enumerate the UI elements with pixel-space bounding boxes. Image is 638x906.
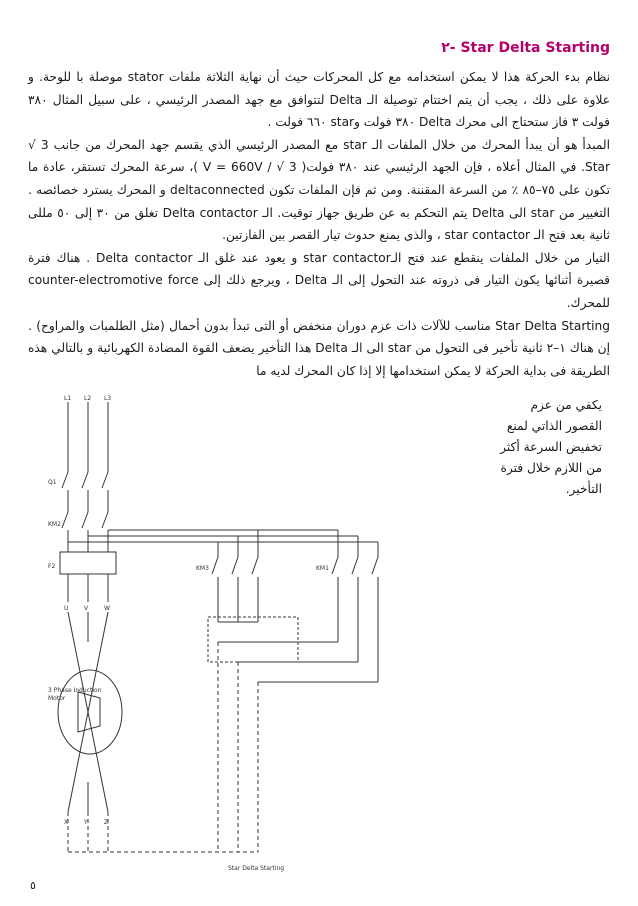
list-item: تخفيض السرعة أكثر xyxy=(500,440,602,454)
section-heading: Star Delta Starting -٢ xyxy=(441,40,610,56)
label-l1: L1 xyxy=(64,395,72,402)
diagram-caption: Star Delta Starting xyxy=(228,865,285,872)
label-v: V xyxy=(84,605,89,612)
label-x: X xyxy=(64,819,69,826)
label-y: Y xyxy=(84,819,88,826)
continuation-list xyxy=(442,395,602,500)
motor-label-line2: Motor xyxy=(48,695,66,702)
paragraph-4: Star Delta Starting مناسب للآلات ذات عزم دوران منخفض أو التى تبدأ بدون أحمال (مثل الطلمبات والمراوح) . إن هناك ١–٢ ثانية تأخير فى التحول من star الى الـ Delta هذا التأخير يضعف القوة المضادة الكهربائية و بالتالي هذه الطريقة فى بداية الحركة لا يمكن استخدامها إلا إذا كان المحرك لديه ما xyxy=(28,318,610,378)
label-u: U xyxy=(64,605,69,612)
label-w: W xyxy=(104,605,110,612)
label-f2: F2 xyxy=(48,563,56,570)
paragraph-2: المبدأ هو أن يبدأ المحرك من خلال الملفات الـ star مع المصدر الرئيسي الذي يقسم جهد المحرك من جانب 3 √ Star. في المثال أعلاه ، فإن الجهد الرئيسي عند ٣٨٠ فولت( V = 660V / √ 3 )، سرعة المحرك تستقر، عادة ما تكون على ٧٥–٨٥ ٪ من السرعة المقننة. ومن ثم فإن الملفات تكون deltaconnected و المحرك يسترد خصائصه . التغيير من star الى Delta يتم التحكم به عن طريق جهاز توقيت. الـ Delta contactor تغلق من ٣٠ إلى ٥٠ مللى ثانية بعد فتح الـ star contactor ، والذى يمنع حدوث تيار القصر بين الفازتين. xyxy=(28,137,611,243)
label-z: Z xyxy=(104,819,109,826)
label-km3: KM3 xyxy=(196,565,209,572)
page-number: ٥ xyxy=(30,879,36,892)
list-item: من اللازم خلال فترة xyxy=(500,461,602,475)
paragraph-3: التيار من خلال الملفات ينقطع عند فتح الـstar contactor و يعود عند غلق الـ Delta contactor . هناك فترة قصيرة أثنائها يكون التيار فى ذروته عند التحول إلى الـ Delta ، ويرجع ذلك إلى counter-electromotive force للمحرك. xyxy=(28,250,611,310)
label-km1: KM1 xyxy=(316,565,329,572)
star-delta-wiring-diagram xyxy=(48,392,418,876)
label-q1: Q1 xyxy=(48,479,57,486)
wiring-diagram-svg xyxy=(48,392,418,876)
label-l2: L2 xyxy=(84,395,92,402)
label-l3: L3 xyxy=(104,395,112,402)
list-item: القصور الذاتي لمنع xyxy=(506,419,602,433)
list-item: التأخير. xyxy=(565,482,602,496)
motor-label-line1: 3 Phase Induction xyxy=(48,687,102,694)
body-text xyxy=(28,66,610,382)
list-item: يكفي من عزم xyxy=(530,398,602,412)
paragraph-1: نظام بدء الحركة هذا لا يمكن استخدامه مع كل المحركات حيث أن نهاية الثلاثة ملفات stator موصلة با للوحة. و علاوة على ذلك ، يجب أن يتم اختتام توصيلة الـ Delta لتتوافق مع جهد المصدر الرئيسي ، على سبيل المثال ٣٨٠ فولت ٣ فاز ستحتاج الى محرك Delta ٣٨٠ فولت وstar ٦٦٠ فولت . xyxy=(28,70,610,130)
label-km2: KM2 xyxy=(48,521,61,528)
